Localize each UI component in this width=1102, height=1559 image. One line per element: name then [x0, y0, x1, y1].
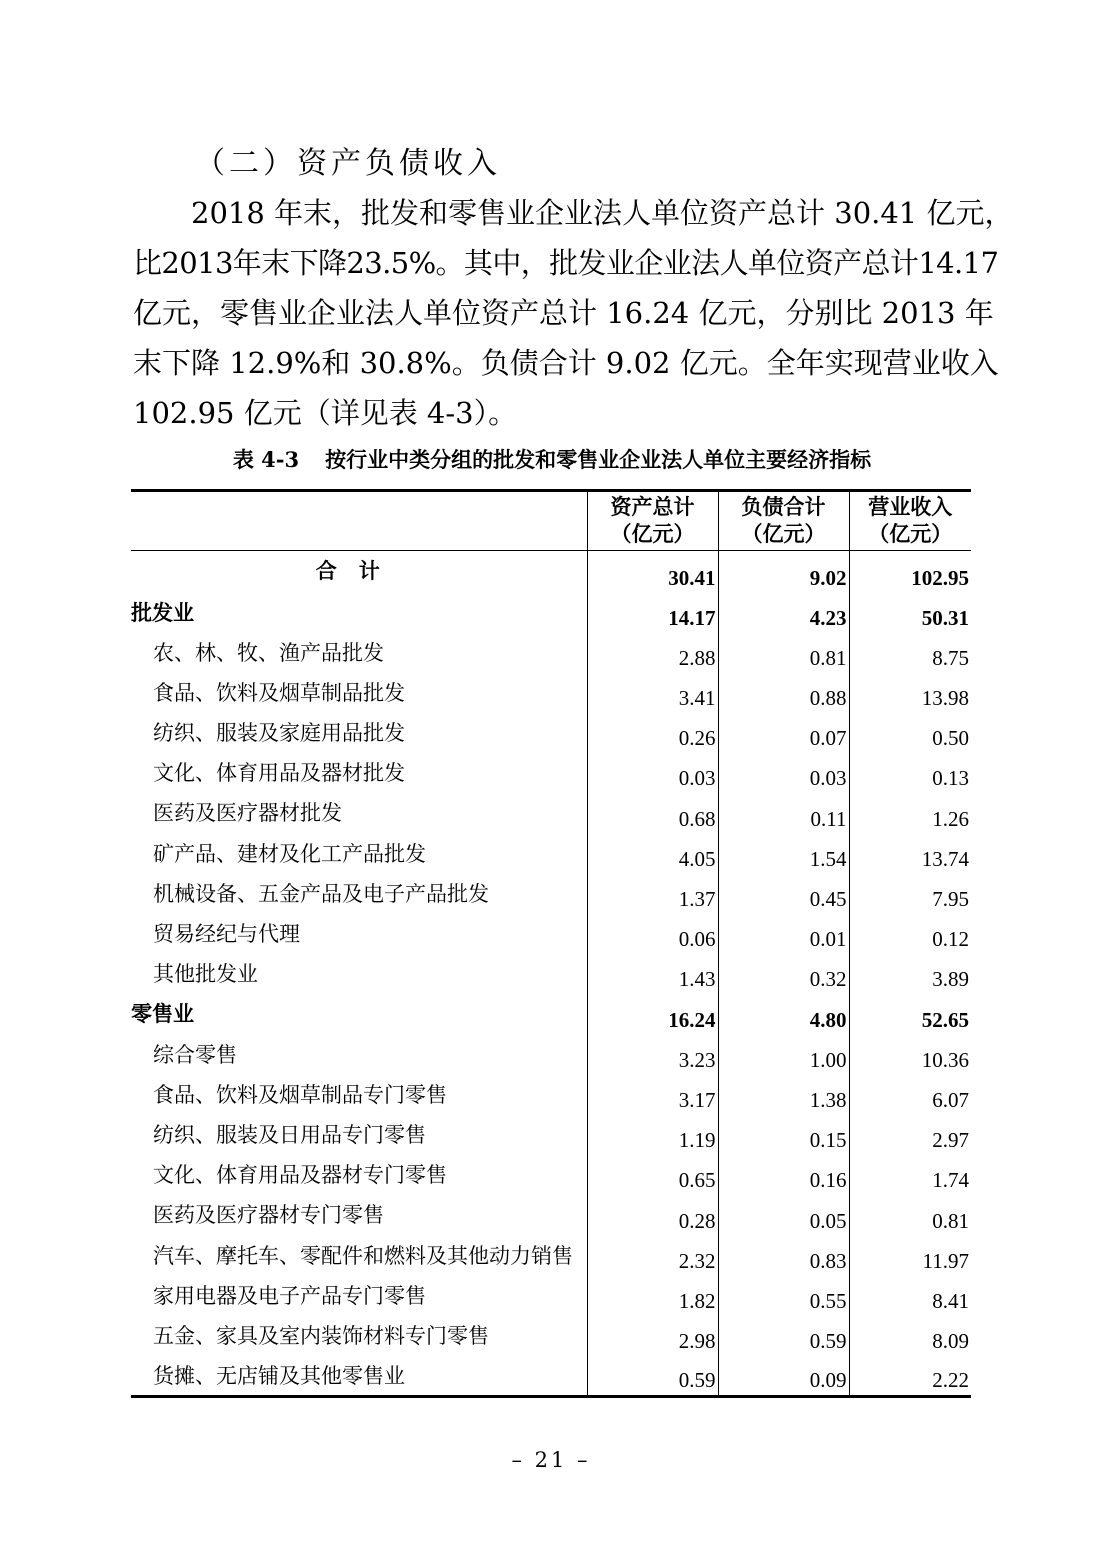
row-liabilities: 0.01: [718, 914, 849, 954]
header-label: 负债合计: [741, 496, 826, 519]
row-category: 汽车、摩托车、零配件和燃料及其他动力销售: [153, 1244, 573, 1268]
table-row: [131, 793, 971, 833]
row-revenue: 6.07: [849, 1075, 971, 1115]
row-category: 纺织、服装及日用品专门零售: [153, 1123, 426, 1147]
row-liabilities: 0.45: [718, 874, 849, 914]
row-revenue: 3.89: [849, 954, 971, 994]
row-category: 医药及医疗器材批发: [153, 802, 342, 826]
paragraph-line: 亿元，零售业企业法人单位资产总计 16.24 亿元，分别比 2013 年: [133, 296, 994, 330]
row-category: 零售业: [131, 1003, 194, 1027]
header-cell-category: [131, 491, 587, 551]
row-assets: 1.19: [587, 1115, 718, 1155]
table-row: [131, 874, 971, 914]
row-category: 食品、饮料及烟草制品批发: [153, 681, 405, 705]
row-assets: 16.24: [587, 994, 718, 1034]
row-category: 机械设备、五金产品及电子产品批发: [153, 882, 489, 906]
section-title: （二）资产负债收入: [195, 146, 501, 181]
table-header-row: [131, 491, 971, 551]
table-row: [131, 914, 971, 954]
row-revenue: 52.65: [849, 994, 971, 1034]
table-caption-number: 表 4-3: [232, 447, 300, 472]
row-category: 医药及医疗器材专门零售: [153, 1204, 384, 1228]
table-row: [131, 673, 971, 713]
row-category: 货摊、无店铺及其他零售业: [153, 1365, 405, 1389]
table-row: [131, 713, 971, 753]
row-assets: 2.88: [587, 633, 718, 673]
row-category: 合计: [315, 560, 402, 583]
table-row: [131, 753, 971, 793]
header-cell-assets: [587, 491, 718, 551]
header-unit: （亿元）: [610, 523, 695, 546]
row-assets: 1.43: [587, 954, 718, 994]
row-revenue: 8.41: [849, 1276, 971, 1316]
row-assets: 1.37: [587, 874, 718, 914]
row-assets: 0.65: [587, 1155, 718, 1195]
table-row: [131, 834, 971, 874]
row-category: 家用电器及电子产品专门零售: [153, 1284, 426, 1308]
table-row: [131, 1276, 971, 1316]
header-cell-liabilities: [718, 491, 849, 551]
table-row: [131, 1075, 971, 1115]
row-liabilities: 4.80: [718, 994, 849, 1034]
row-liabilities: 0.11: [718, 793, 849, 833]
row-liabilities: 0.55: [718, 1276, 849, 1316]
table-row: [131, 954, 971, 994]
row-revenue: 0.13: [849, 753, 971, 793]
table-row: [131, 994, 971, 1034]
row-category: 矿产品、建材及化工产品批发: [153, 842, 426, 866]
row-liabilities: 0.81: [718, 633, 849, 673]
row-assets: 0.28: [587, 1195, 718, 1235]
row-revenue: 1.26: [849, 793, 971, 833]
table-body: [131, 551, 971, 1397]
row-liabilities: 0.05: [718, 1195, 849, 1235]
paragraph-line: 比2013年末下降23.5%。其中，批发业企业法人单位资产总计14.17: [133, 246, 999, 280]
row-revenue: 50.31: [849, 593, 971, 633]
row-liabilities: 1.54: [718, 834, 849, 874]
table-row: [131, 593, 971, 633]
row-liabilities: 0.16: [718, 1155, 849, 1195]
header-unit: （亿元）: [868, 523, 953, 546]
row-liabilities: 1.38: [718, 1075, 849, 1115]
row-category: 文化、体育用品及器材批发: [153, 762, 405, 786]
statistics-table: [131, 489, 971, 1398]
table-row: [131, 1155, 971, 1195]
header-label: 营业收入: [868, 496, 953, 519]
row-category: 五金、家具及室内装饰材料专门零售: [153, 1324, 489, 1348]
table-row: [131, 1316, 971, 1356]
row-assets: 2.98: [587, 1316, 718, 1356]
row-assets: 0.26: [587, 713, 718, 753]
table-row: [131, 1115, 971, 1155]
row-assets: 3.17: [587, 1075, 718, 1115]
row-category: 食品、饮料及烟草制品专门零售: [153, 1083, 447, 1107]
row-liabilities: 4.23: [718, 593, 849, 633]
row-revenue: 13.98: [849, 673, 971, 713]
table-caption-title: 按行业中类分组的批发和零售业企业法人单位主要经济指标: [325, 447, 872, 472]
paragraph-line: 末下降 12.9%和 30.8%。负债合计 9.02 亿元。全年实现营业收入: [133, 346, 999, 380]
row-revenue: 2.22: [849, 1356, 971, 1396]
row-liabilities: 1.00: [718, 1035, 849, 1075]
row-assets: 1.82: [587, 1276, 718, 1316]
paragraph-line: 2018 年末，批发和零售业企业法人单位资产总计 30.41 亿元，: [191, 196, 1014, 230]
row-category: 文化、体育用品及器材专门零售: [153, 1164, 447, 1188]
row-revenue: 2.97: [849, 1115, 971, 1155]
row-assets: 14.17: [587, 593, 718, 633]
row-revenue: 0.81: [849, 1195, 971, 1235]
row-revenue: 0.50: [849, 713, 971, 753]
header-label: 资产总计: [610, 496, 695, 519]
row-assets: 4.05: [587, 834, 718, 874]
row-revenue: 13.74: [849, 834, 971, 874]
body-paragraph: [133, 188, 1014, 438]
row-category: 农、林、牧、渔产品批发: [153, 641, 384, 665]
row-liabilities: 9.02: [718, 551, 849, 593]
row-liabilities: 0.59: [718, 1316, 849, 1356]
row-liabilities: 0.07: [718, 713, 849, 753]
row-revenue: 10.36: [849, 1035, 971, 1075]
header-cell-revenue: [849, 491, 971, 551]
row-revenue: 0.12: [849, 914, 971, 954]
row-assets: 0.06: [587, 914, 718, 954]
row-category: 其他批发业: [153, 963, 258, 987]
table-row: [131, 1236, 971, 1276]
row-category: 综合零售: [153, 1043, 237, 1067]
row-assets: 0.59: [587, 1356, 718, 1396]
row-category: 贸易经纪与代理: [153, 923, 300, 946]
table-row: [131, 1035, 971, 1075]
row-category: 批发业: [131, 601, 194, 625]
row-liabilities: 0.03: [718, 753, 849, 793]
row-liabilities: 0.15: [718, 1115, 849, 1155]
table-caption: [133, 444, 971, 474]
row-liabilities: 0.09: [718, 1356, 849, 1396]
row-category: 纺织、服装及家庭用品批发: [153, 722, 405, 746]
paragraph-line: 102.95 亿元（详见表 4-3）。: [133, 396, 518, 430]
row-revenue: 11.97: [849, 1236, 971, 1276]
row-liabilities: 0.83: [718, 1236, 849, 1276]
row-assets: 3.23: [587, 1035, 718, 1075]
table-row: [131, 1195, 971, 1235]
header-unit: （亿元）: [741, 523, 826, 546]
row-assets: 0.03: [587, 753, 718, 793]
row-assets: 30.41: [587, 551, 718, 593]
page-number: – 21 –: [511, 1448, 591, 1472]
row-liabilities: 0.88: [718, 673, 849, 713]
table-row: [131, 633, 971, 673]
row-revenue: 1.74: [849, 1155, 971, 1195]
row-revenue: 102.95: [849, 551, 971, 593]
row-assets: 3.41: [587, 673, 718, 713]
row-assets: 2.32: [587, 1236, 718, 1276]
row-revenue: 8.09: [849, 1316, 971, 1356]
table-row: [131, 551, 971, 593]
table-row: [131, 1356, 971, 1396]
row-assets: 0.68: [587, 793, 718, 833]
row-liabilities: 0.32: [718, 954, 849, 994]
row-revenue: 7.95: [849, 874, 971, 914]
row-revenue: 8.75: [849, 633, 971, 673]
